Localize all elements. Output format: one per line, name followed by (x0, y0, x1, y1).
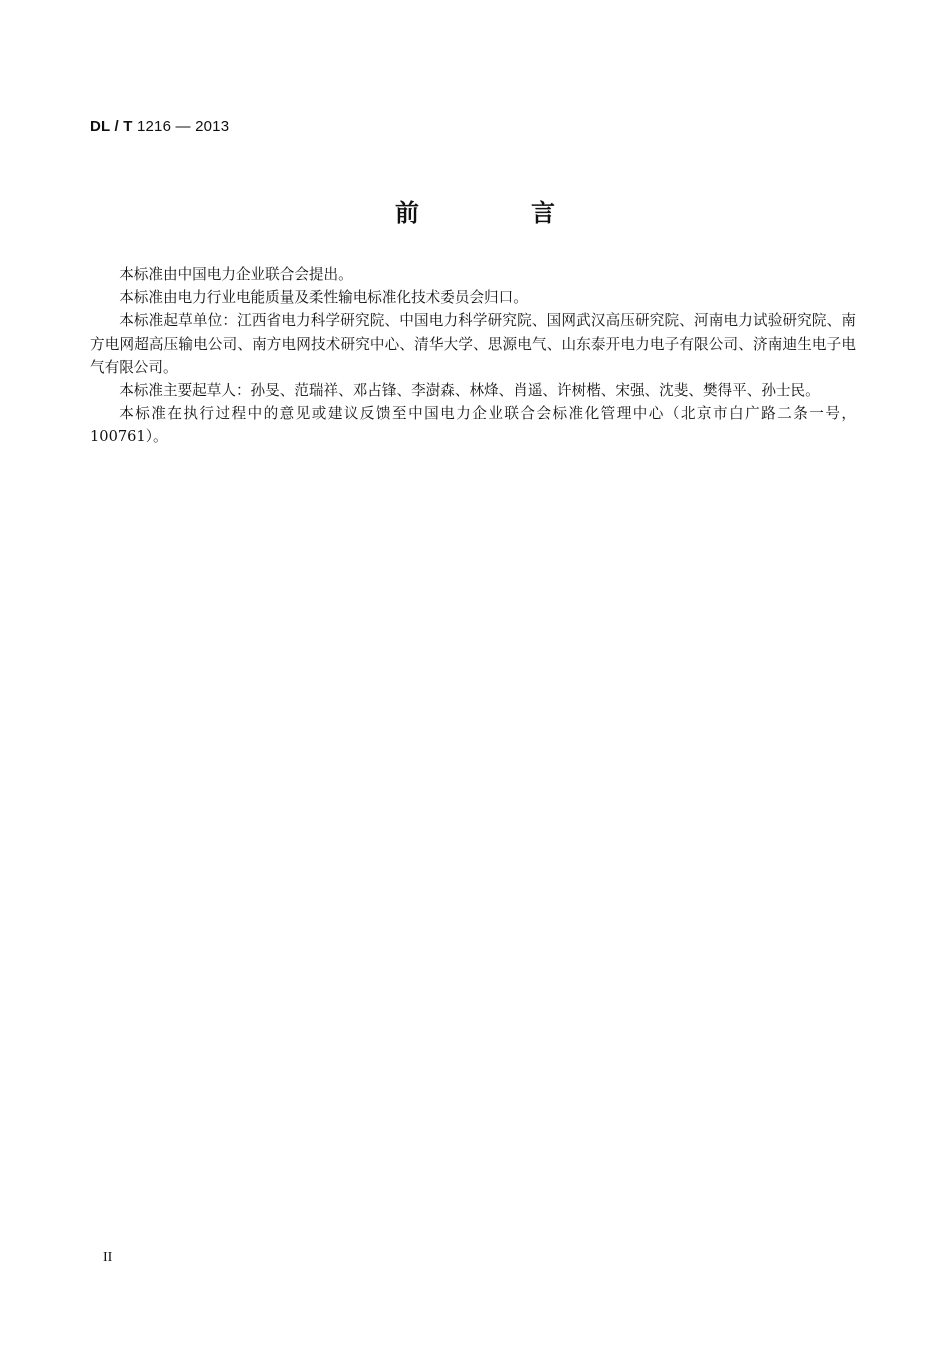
paragraph-drafters: 本标准主要起草人：孙旻、范瑞祥、邓占锋、李澍森、林烽、肖遥、许树楷、宋强、沈斐、樊得平、孙士民。 (119, 382, 820, 400)
page-number: II (103, 1250, 113, 1265)
standard-code (90, 118, 229, 135)
standard-code-prefix: DL / T (90, 118, 133, 135)
standard-code-number: 1216 — 2013 (136, 118, 230, 135)
paragraph-feedback: 本标准在执行过程中的意见或建议反馈至中国电力企业联合会标准化管理中心（北京市白广路二条一号，100761）。 (90, 405, 856, 446)
paragraph-proposer: 本标准由中国电力企业联合会提出。 (119, 266, 353, 283)
page-title: 前 言 (395, 198, 599, 227)
paragraph-drafting-units: 本标准起草单位：江西省电力科学研究院、中国电力科学研究院、国网武汉高压研究院、河南电力试验研究院、南方电网超高压输电公司、南方电网技术研究中心、清华大学、思源电气、山东泰开电力电子有限公司、济南迪生电子电气有限公司。 (90, 312, 856, 376)
paragraph-committee: 本标准由电力行业电能质量及柔性输电标准化技术委员会归口。 (119, 289, 528, 307)
preface-body (90, 263, 856, 449)
